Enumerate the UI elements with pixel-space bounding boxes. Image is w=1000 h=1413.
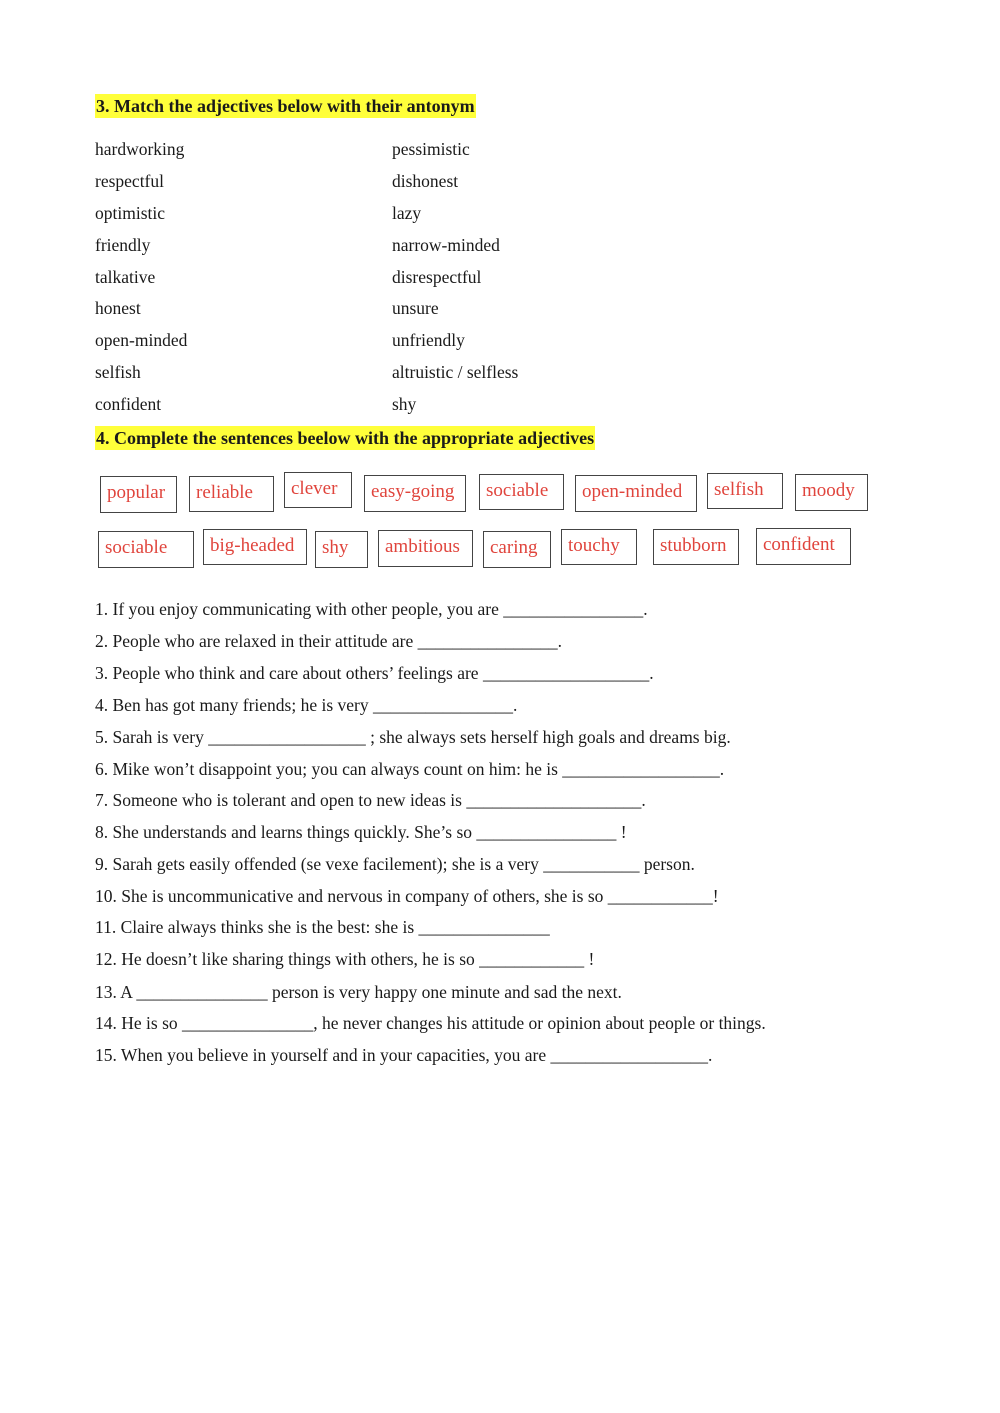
- word-bank-item[interactable]: caring: [483, 531, 551, 568]
- sentence: 1. If you enjoy communicating with other people, you are ________________.: [95, 599, 648, 619]
- word-bank-item[interactable]: selfish: [707, 473, 783, 509]
- adjective-right: pessimistic: [392, 139, 470, 159]
- sentence: 6. Mike won’t disappoint you; you can always count on him: he is __________________.: [95, 759, 725, 779]
- word-bank-item[interactable]: open-minded: [575, 475, 697, 512]
- word-bank-item[interactable]: sociable: [479, 474, 564, 510]
- adjective-right: shy: [392, 394, 417, 414]
- word-bank-item[interactable]: stubborn: [653, 529, 739, 565]
- section-3-title: 3. Match the adjectives below with their antonym: [96, 96, 475, 116]
- sentence: 2. People who are relaxed in their attitude are ________________.: [95, 631, 563, 651]
- adjective-right: dishonest: [392, 171, 459, 191]
- word-bank-item[interactable]: moody: [795, 474, 868, 511]
- sentence: 7. Someone who is tolerant and open to new ideas is ____________________.: [95, 790, 646, 810]
- adjective-right: unsure: [392, 298, 439, 318]
- word-bank-item[interactable]: big-headed: [203, 529, 307, 565]
- adjective-left: open-minded: [95, 330, 188, 350]
- sentence: 14. He is so _______________, he never changes his attitude or opinion about people or things.: [95, 1013, 766, 1033]
- word-bank-item[interactable]: confident: [756, 528, 851, 565]
- sentence: 9. Sarah gets easily offended (se vexe facilement); she is a very ___________ person.: [95, 854, 695, 874]
- sentence: 3. People who think and care about others’ feelings are ___________________.: [95, 663, 654, 683]
- sentence: 13. A _______________ person is very happy one minute and sad the next.: [95, 982, 622, 1002]
- adjective-right: narrow-minded: [392, 235, 500, 255]
- adjective-left: honest: [95, 298, 141, 318]
- sentence: 8. She understands and learns things quickly. She’s so ________________ !: [95, 822, 627, 842]
- adjective-left: friendly: [95, 235, 151, 255]
- sentence: 15. When you believe in yourself and in your capacities, you are __________________.: [95, 1045, 713, 1065]
- sentence: 10. She is uncommunicative and nervous in company of others, she is so ____________!: [95, 886, 719, 906]
- sentence: 5. Sarah is very __________________ ; she always sets herself high goals and dreams big.: [95, 727, 731, 747]
- adjective-left: selfish: [95, 362, 141, 382]
- word-bank-item[interactable]: touchy: [561, 529, 637, 565]
- sentence: 11. Claire always thinks she is the best: she is _______________: [95, 917, 550, 937]
- word-bank-item[interactable]: clever: [284, 472, 352, 508]
- adjective-right: disrespectful: [392, 267, 482, 287]
- sentence: 4. Ben has got many friends; he is very ________________.: [95, 695, 518, 715]
- word-bank-item[interactable]: reliable: [189, 476, 274, 512]
- adjective-left: confident: [95, 394, 162, 414]
- section-4-title: 4. Complete the sentences beelow with the appropriate adjectives: [96, 428, 595, 448]
- word-bank-item[interactable]: ambitious: [378, 530, 473, 567]
- sentence: 12. He doesn’t like sharing things with others, he is so ____________ !: [95, 949, 595, 969]
- adjective-left: hardworking: [95, 139, 185, 159]
- word-bank-item[interactable]: popular: [100, 476, 177, 513]
- word-bank-item[interactable]: easy-going: [364, 475, 466, 512]
- adjective-right: lazy: [392, 203, 422, 223]
- adjective-left: optimistic: [95, 203, 165, 223]
- adjective-left: respectful: [95, 171, 164, 191]
- adjective-left: talkative: [95, 267, 156, 287]
- adjective-right: unfriendly: [392, 330, 465, 350]
- word-bank-item[interactable]: sociable: [98, 531, 194, 568]
- adjective-right: altruistic / selfless: [392, 362, 519, 382]
- word-bank-item[interactable]: shy: [315, 531, 368, 568]
